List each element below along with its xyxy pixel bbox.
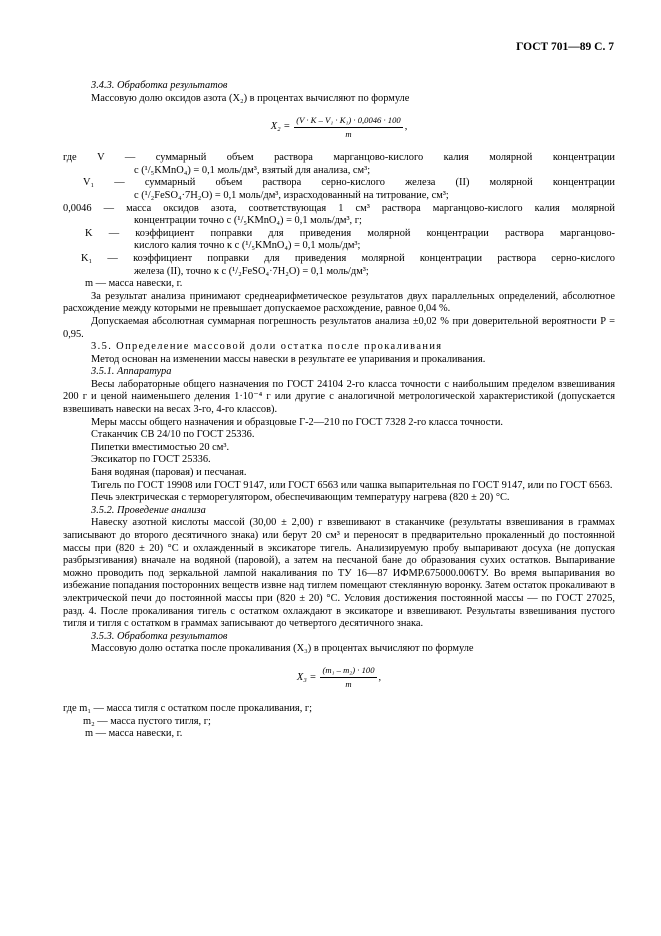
document-body	[63, 80, 615, 741]
definition-line: 0,0046 — масса оксидов азота, соответствующая 1 см³ раствора марганцово-кислого калия молярной	[63, 202, 615, 214]
section-heading-3-5-2: 3.5.2. Проведение анализа	[91, 504, 206, 516]
apparatus-item: Пипетки вместимостью 20 см³.	[91, 441, 230, 453]
formula-numerator: (V · K – V₁ · K₁) · 0,0046 · 100	[294, 115, 402, 128]
formula-denominator: m	[345, 128, 352, 139]
formula-numerator: (m₁ – m₂) · 100	[320, 665, 376, 678]
definition-line: V₁ — суммарный объем раствора серно-кислого железа (II) молярной концентрации	[83, 177, 615, 189]
formula-x3	[63, 659, 615, 697]
definitions-list	[63, 152, 615, 291]
section-heading-3-5-3: 3.5.3. Обработка результатов	[91, 630, 228, 642]
formula-lhs: X₂ =	[270, 120, 291, 132]
definitions-list-2	[63, 703, 615, 741]
formula-fraction	[320, 665, 376, 690]
section-heading-3-5: 3.5. Определение массовой доли остатка после прокаливания	[91, 341, 443, 353]
paragraph: За результат анализа принимают среднеарифметическое результатов двух параллельных определений, абсолютное расхождение между которыми не превышает допускаемое расхождение, равное 0,04 %.	[63, 290, 615, 315]
section-heading-3-5-1: 3.5.1. Аппаратура	[91, 366, 172, 378]
definition-line: с (¹/₂FeSO₄·7H₂O) = 0,1 моль/дм³, израсходованный на титрование, см³;	[134, 189, 449, 201]
page-header: ГОСТ 701—89 С. 7	[516, 41, 614, 53]
definition-line: железа (II), точно к с (¹/₂FeSO₄·7H₂O) = 0,1 моль/дм³;	[134, 265, 369, 277]
definition-line: K — коэффициент поправки для приведения молярной концентрации раствора марганцово-	[85, 227, 615, 239]
paragraph: Навеску азотной кислоты массой (30,00 ± 2,00) г взвешивают в стаканчике (результаты взвешивания в граммах записывают до второго десятичного знака) или берут 20 см³ и переносят в предварительно прокаленный до постоянной массы при (820 ± 20) °С и охлажденный в эксикаторе тигель. Анализируемую пробу выпаривают досуха (не допуская разбрызгивания) вначале на водяной (паровой), а затем на песчаной бане до образования сухих остатков. Выпаривание можно проводить под зеркальной лампой накаливания по ТУ 16—87 ИФМР.675000.006ТУ. Во время выпаривания во избежание попадания посторонних веществ извне над тиглем помещают стеклянную воронку. Затем остаток прокаливают в электрической печи до постоянной массы при (820 ± 20) °С. Условия достижения постоянной массы — по ГОСТ 27025, разд. 4. После прокаливания тигель с остатком охлаждают в эксикаторе и взвешивают. Результаты взвешивания пустого тигля и тигля с остатком в граммах записывают до четвертого десятичного знака.	[63, 517, 615, 630]
paragraph: Массовую долю оксидов азота (X₂) в процентах вычисляют по формуле	[91, 92, 410, 104]
definition-line: с (¹/₅KMnO₄) = 0,1 моль/дм³, взятый для анализа, см³;	[134, 164, 371, 176]
paragraph: Метод основан на изменении массы навески в результате ее упаривания и прокаливания.	[91, 353, 486, 365]
apparatus-item: Меры массы общего назначения и образцовые Г-2—210 по ГОСТ 7328 2-го класса точности.	[91, 416, 504, 428]
paragraph: Весы лабораторные общего назначения по ГОСТ 24104 2-го класса точности с наибольшим пределом взвешивания 200 г и ценой наименьшего деления 1·10⁻⁴ г или другие с аналогичной метрологической характеристикой (допускается взвешивать навески на весах 3-го, 4-го классов).	[63, 378, 615, 416]
paragraph: Допускаемая абсолютная суммарная погрешность результатов анализа ±0,02 % при доверительной вероятности P = 0,95.	[63, 315, 615, 340]
formula-lhs: X₃ =	[296, 671, 317, 683]
apparatus-item: Баня водяная (паровая) и песчаная.	[91, 467, 247, 479]
definition-line: кислого калия точно к с (¹/₅KMnO₄) = 0,1 моль/дм³;	[134, 240, 361, 252]
paragraph: Тигель по ГОСТ 19908 или ГОСТ 9147, или ГОСТ 6563 или чашка выпарительная по ГОСТ 9147, или по ГОСТ 6563.	[91, 479, 613, 491]
definition-line: где m₁ — масса тигля с остатком после прокаливания, г;	[63, 702, 313, 714]
formula-tail: ,	[404, 120, 408, 132]
section-heading-3-4-3: 3.4.3. Обработка результатов	[91, 80, 228, 91]
formula-x2	[63, 108, 615, 146]
apparatus-item: Эксикатор по ГОСТ 25336.	[91, 454, 211, 466]
definition-line: где V — суммарный объем раствора марганцово-кислого калия молярной концентрации	[63, 152, 615, 164]
formula-tail: ,	[378, 671, 382, 683]
definition-line: m — масса навески, г.	[85, 278, 183, 290]
definition-line: концентрации точно с (¹/₅KMnO₄) = 0,1 моль/дм³, г;	[134, 215, 362, 227]
definition-line: m₂ — масса пустого тигля, г;	[83, 715, 211, 727]
definition-line: m — масса навески, г.	[85, 728, 183, 740]
paragraph: Массовую долю остатка после прокаливания (X₃) в процентах вычисляют по формуле	[91, 643, 474, 655]
definition-line: K₁ — коэффициент поправки для приведения молярной концентрации раствора серно-кислого	[81, 252, 615, 264]
apparatus-item: Стаканчик СВ 24/10 по ГОСТ 25336.	[91, 429, 255, 441]
formula-denominator: m	[345, 679, 352, 690]
formula-fraction	[294, 115, 402, 140]
paragraph: Печь электрическая с терморегулятором, обеспечивающим температуру нагрева (820 ± 20) °С.	[91, 492, 510, 504]
